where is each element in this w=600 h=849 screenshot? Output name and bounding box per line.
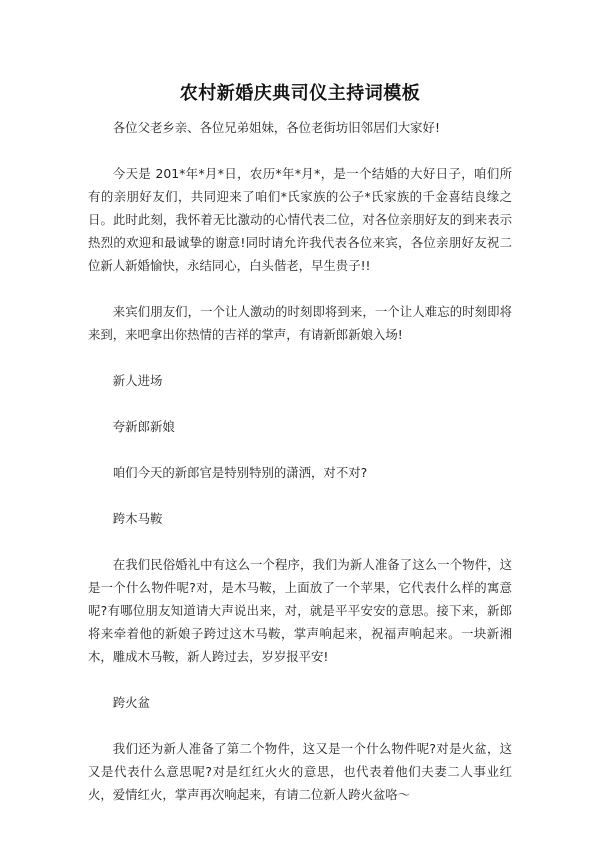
paragraph-invite-entrance: 来宾们朋友们，一个让人激动的时刻即将到来，一个让人难忘的时刻即将来到，来吧拿出你热情的吉祥的掌声，有请新郎新娘入场!	[88, 304, 512, 342]
paragraph-fire-basin: 我们还为新人准备了第二个物件，这又是一个什么物件呢?对是火盆，这又是代表什么意思呢?对是红红火火的意思，也代表着他们夫妻二人事业红火，爱情红火，掌声再次响起来，有请二位新人跨火盆咯～	[88, 741, 512, 802]
paragraph-opening: 今天是 201*年*月*日，农历*年*月*，是一个结婚的大好日子，咱们所有的亲朋好友们，共同迎来了咱们*氏家族的公子*氏家族的千金喜结良缘之日。此时此刻，我怀着无比激动的心情代表二位，对各位亲朋好友的到来表示热烈的欢迎和最诚挚的谢意!同时请允许我代表各位来宾，各位亲朋好友祝二位新人新婚愉快，永结同心，白头偕老，早生贵子!!	[88, 166, 512, 273]
paragraph-greeting: 各位父老乡亲、各位兄弟姐妹，各位老街坊旧邻居们大家好!	[112, 120, 440, 135]
paragraph-wooden-saddle: 在我们民俗婚礼中有这么一个程序，我们为新人准备了这么一个物件，这是一个什么物件呢?对，是木马鞍，上面放了一个苹果，它代表什么样的寓意呢?有哪位朋友知道请大声说出来，对，就是平平安安的意思。接下来，新郎将来牵着他的新娘子跨过这木马鞍，掌声响起来，祝福声响起来。一块新湘木，雕成木马鞍，新人跨过去，岁岁报平安!	[88, 557, 512, 664]
paragraph-groom-praise: 咱们今天的新郎官是特别特别的潇洒，对不对?	[112, 465, 368, 480]
heading-praise-couple: 夸新郎新娘	[112, 419, 175, 434]
heading-fire-basin: 跨火盆	[112, 695, 150, 710]
document-title: 农村新婚庆典司仪主持词模板	[179, 83, 421, 104]
heading-newlyweds-enter: 新人进场	[112, 373, 163, 388]
heading-wooden-saddle: 跨木马鞍	[112, 511, 163, 526]
